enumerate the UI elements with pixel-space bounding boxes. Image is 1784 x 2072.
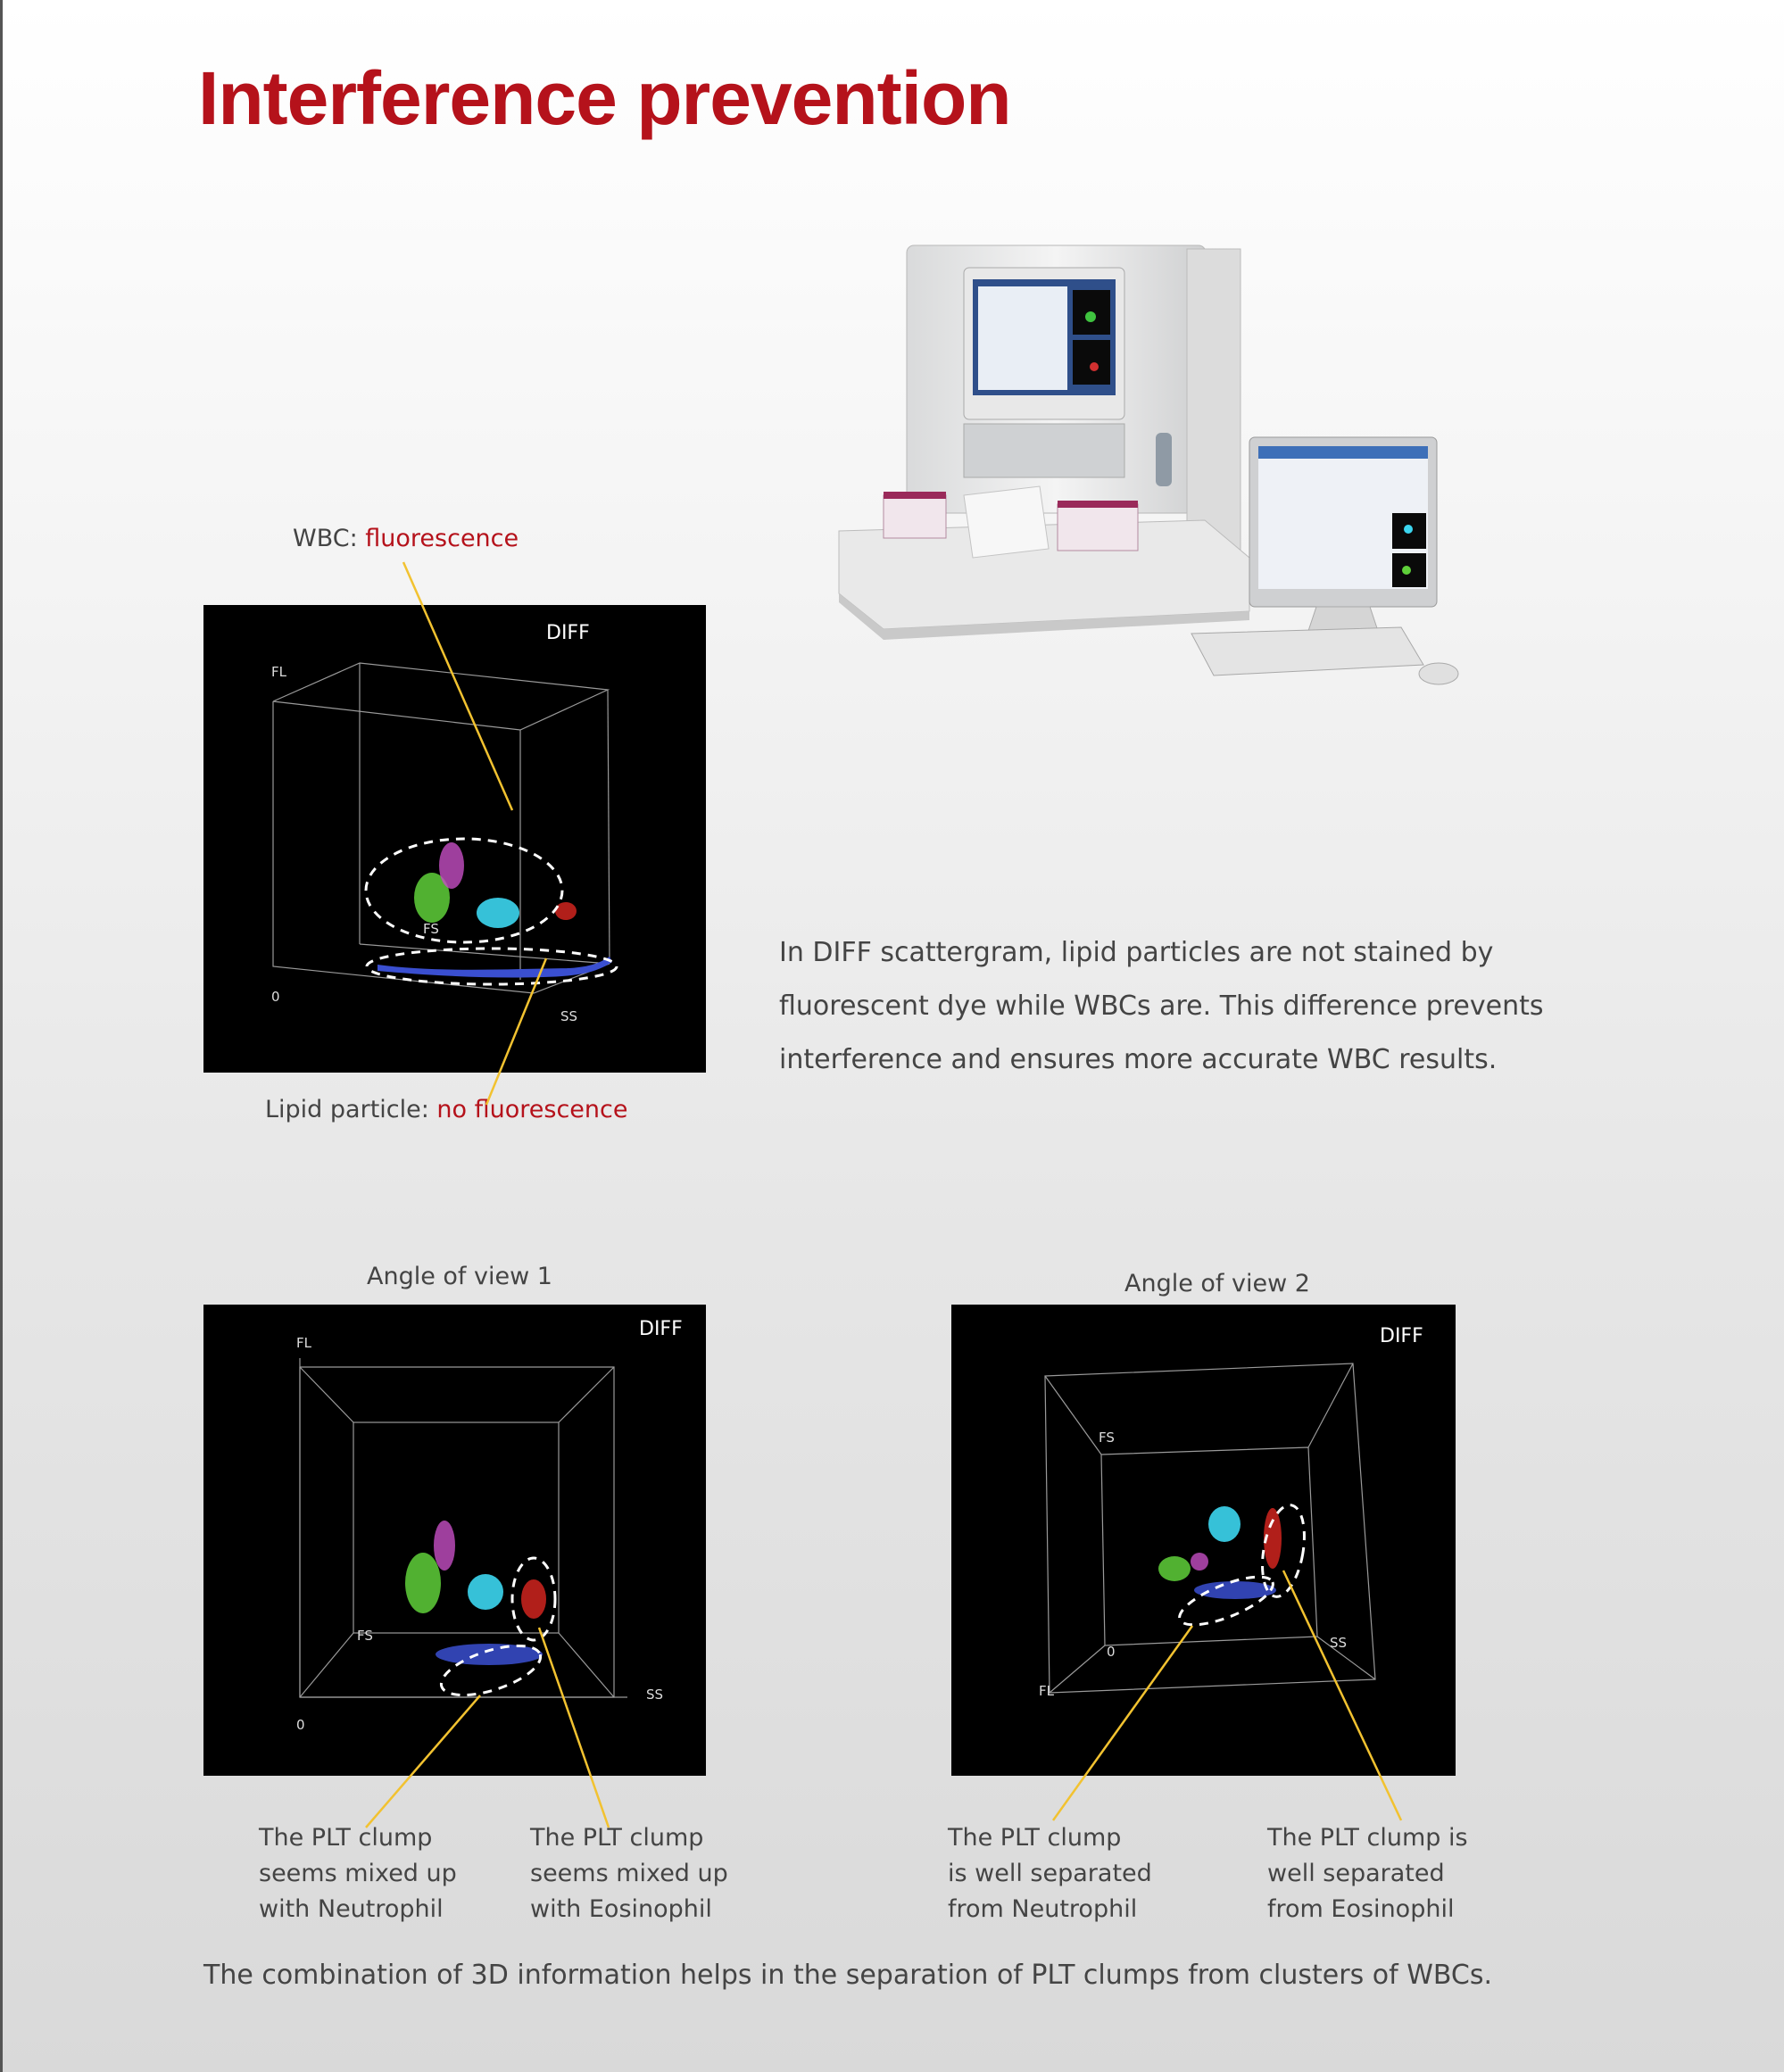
wbc-highlight-ellipse: [366, 839, 562, 942]
caption-line: The PLT clump is: [1267, 1824, 1468, 1852]
caption-line: from Neutrophil: [948, 1895, 1138, 1923]
lipid-label-prefix: Lipid particle:: [265, 1096, 437, 1123]
top-axis-fl: FL: [271, 664, 286, 680]
wbc-label-prefix: WBC:: [293, 525, 366, 552]
top-axis-zero: 0: [271, 989, 280, 1005]
view2-axis-ss: SS: [1330, 1635, 1348, 1651]
view1-caption-right: [530, 1820, 728, 1927]
view2-axis-zero: 0: [1107, 1644, 1116, 1660]
top-diff-scattergram: [203, 605, 706, 1073]
lipid-label-highlight: no fluorescence: [436, 1096, 628, 1123]
caption-line: is well separated: [948, 1860, 1152, 1887]
page-edge-rule: [0, 0, 3, 2072]
view2-axis-fs: FS: [1099, 1430, 1115, 1446]
view2-heading: Angle of view 2: [1124, 1270, 1310, 1297]
view2-diff-label: DIFF: [1380, 1325, 1423, 1347]
view1-axis-fl: FL: [296, 1335, 311, 1351]
view1-scatter-clusters: [405, 1521, 546, 1665]
explanation-paragraph: In DIFF scattergram, lipid particles are not stained by fluorescent dye while WBCs are. This difference prevents interference and ensures more accurate WBC results.: [779, 937, 1544, 1075]
view2-caption-right: [1267, 1820, 1468, 1927]
analyzer-device-image: [830, 236, 1473, 700]
top-axis-ss: SS: [560, 1008, 578, 1024]
caption-line: The PLT clump: [259, 1824, 433, 1852]
view2-diff-scattergram: [951, 1305, 1456, 1776]
summary-sentence: The combination of 3D information helps in the separation of PLT clumps from clusters of WBCs.: [203, 1960, 1493, 1991]
caption-line: from Eosinophil: [1267, 1895, 1455, 1923]
caption-line: The PLT clump: [948, 1824, 1122, 1852]
caption-line: seems mixed up: [530, 1860, 728, 1887]
view1-heading: Angle of view 1: [367, 1263, 552, 1290]
wbc-fluorescence-label: [293, 525, 519, 552]
view1-diff-label: DIFF: [639, 1318, 683, 1340]
top-scatter-clusters: [378, 842, 612, 978]
caption-line: The PLT clump: [530, 1824, 704, 1852]
view1-caption-left: [259, 1820, 457, 1927]
view2-axis-fl: FL: [1039, 1683, 1054, 1699]
view1-diff-scattergram: [203, 1305, 706, 1776]
view1-axis-ss: SS: [646, 1687, 664, 1703]
wbc-label-highlight: fluorescence: [365, 525, 519, 552]
lipid-highlight-ellipse: [367, 949, 617, 984]
top-diff-label: DIFF: [546, 622, 590, 644]
lipid-no-fluorescence-label: [265, 1096, 627, 1123]
view1-axis-fs: FS: [357, 1628, 373, 1644]
caption-line: well separated: [1267, 1860, 1445, 1887]
caption-line: with Neutrophil: [259, 1895, 444, 1923]
page-title: Interference prevention: [198, 56, 1011, 140]
caption-line: seems mixed up: [259, 1860, 457, 1887]
top-axis-fs: FS: [423, 921, 439, 937]
top-3d-axes-box: [273, 663, 610, 993]
view2-neutrophil-ellipse: [1174, 1567, 1278, 1634]
view2-caption-left: [948, 1820, 1152, 1927]
view2-eosinophil-ellipse: [1256, 1502, 1310, 1600]
caption-line: with Eosinophil: [530, 1895, 712, 1923]
view1-axis-zero: 0: [296, 1717, 305, 1733]
